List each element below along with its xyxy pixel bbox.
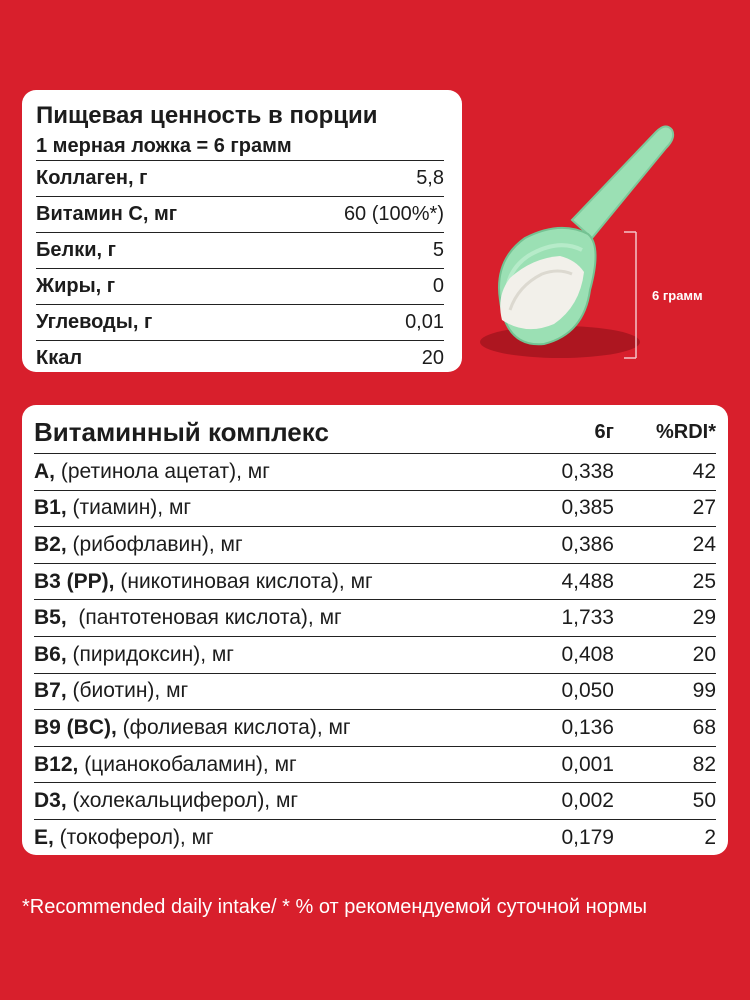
vitamin-name — [34, 496, 524, 520]
vitamin-row — [34, 819, 716, 856]
vitamin-rdi: 29 — [692, 606, 716, 630]
vitamin-rdi: 25 — [692, 569, 716, 593]
vitamin-name — [34, 533, 524, 557]
vitamin-rdi: 68 — [692, 715, 716, 739]
vitamin-rdi: 24 — [692, 532, 716, 556]
vitamin-desc: (ретинола ацетат), мг — [55, 459, 270, 483]
vitamin-code: B6, — [34, 642, 67, 666]
nutrition-title: Пищевая ценность в порции — [36, 102, 378, 129]
vitamin-grams: 0,002 — [561, 789, 614, 813]
nutrition-label: Белки, г — [36, 239, 116, 261]
vitamin-code: B5, — [34, 606, 67, 630]
vitamin-code: B1, — [34, 496, 67, 520]
vitamin-rdi: 82 — [692, 752, 716, 776]
vitamin-name — [34, 716, 524, 740]
vitamin-desc: (токоферол), мг — [53, 825, 214, 849]
vitamin-grams: 0,386 — [561, 532, 614, 556]
vitamin-title: Витаминный комплекс — [34, 416, 329, 447]
nutrition-label: Углеводы, г — [36, 311, 153, 333]
nutrition-value: 20 — [421, 347, 444, 369]
vitamin-grams: 0,001 — [561, 752, 614, 776]
vitamin-name — [34, 460, 524, 484]
vitamin-grams: 0,179 — [561, 825, 614, 849]
vitamin-table — [34, 453, 716, 856]
vitamin-grams: 1,733 — [561, 606, 614, 630]
vitamin-row — [34, 746, 716, 783]
vitamin-rdi: 99 — [692, 679, 716, 703]
vitamin-header — [34, 415, 716, 449]
vitamin-rdi: 2 — [704, 825, 716, 849]
nutrition-value: 5 — [432, 239, 444, 261]
nutrition-subtitle: 1 мерная ложка = 6 грамм — [36, 135, 292, 157]
nutrition-row — [36, 160, 444, 196]
vitamin-desc: (никотиновая кислота), мг — [114, 569, 373, 593]
vitamin-desc: (цианокобаламин), мг — [78, 752, 297, 776]
vitamin-row — [34, 599, 716, 636]
column-header-grams: 6г — [594, 420, 614, 443]
nutrition-value: 0,01 — [405, 311, 444, 333]
vitamin-name — [34, 570, 524, 594]
nutrition-label: Ккал — [36, 347, 83, 369]
vitamin-rdi: 20 — [692, 642, 716, 666]
vitamin-grams: 0,408 — [561, 642, 614, 666]
vitamin-name — [34, 679, 524, 703]
footnote: *Recommended daily intake/ * % от рекомендуемой суточной нормы — [22, 896, 647, 918]
nutrition-label: Коллаген, г — [36, 167, 148, 189]
vitamin-code: B3 (PP), — [34, 569, 115, 593]
scoop-grams-label: 6 грамм — [652, 288, 703, 303]
vitamin-row — [34, 453, 716, 490]
vitamin-code: A, — [34, 459, 55, 483]
vitamin-grams: 0,050 — [561, 679, 614, 703]
vitamin-grams: 0,136 — [561, 715, 614, 739]
vitamin-code: B12, — [34, 752, 79, 776]
vitamin-grams: 4,488 — [561, 569, 614, 593]
vitamin-row — [34, 673, 716, 710]
vitamin-desc: (холекальциферол), мг — [66, 789, 299, 813]
vitamin-desc: (тиамин), мг — [66, 496, 192, 520]
vitamin-desc: (биотин), мг — [66, 679, 189, 703]
vitamin-row — [34, 490, 716, 527]
nutrition-row — [36, 304, 444, 340]
vitamin-code: B7, — [34, 679, 67, 703]
vitamin-grams: 0,385 — [561, 496, 614, 520]
nutrition-row — [36, 268, 444, 304]
vitamin-card — [22, 405, 728, 855]
nutrition-row — [36, 340, 444, 376]
nutrition-table — [36, 160, 444, 376]
nutrition-row — [36, 232, 444, 268]
vitamin-name — [34, 606, 524, 630]
vitamin-code: B9 (BC), — [34, 715, 117, 739]
nutrition-label: Жиры, г — [36, 275, 116, 297]
vitamin-desc: (пиридоксин), мг — [66, 642, 234, 666]
nutrition-value: 60 (100%*) — [343, 203, 444, 225]
vitamin-rdi: 50 — [692, 789, 716, 813]
vitamin-desc: (рибофлавин), мг — [66, 532, 243, 556]
vitamin-grams: 0,338 — [561, 459, 614, 483]
vitamin-row — [34, 782, 716, 819]
nutrition-label: Витамин С, мг — [36, 203, 178, 225]
vitamin-desc: (пантотеновая кислота), мг — [66, 606, 342, 630]
vitamin-name — [34, 643, 524, 667]
vitamin-row — [34, 709, 716, 746]
nutrition-value: 0 — [432, 275, 444, 297]
vitamin-name — [34, 826, 524, 850]
nutrition-value: 5,8 — [416, 167, 444, 189]
vitamin-code: B2, — [34, 532, 67, 556]
vitamin-desc: (фолиевая кислота), мг — [116, 715, 351, 739]
column-header-rdi: %RDI* — [655, 420, 716, 443]
vitamin-rdi: 42 — [692, 459, 716, 483]
measuring-scoop-icon — [480, 110, 740, 370]
nutrition-row — [36, 196, 444, 232]
vitamin-row — [34, 526, 716, 563]
nutrition-card — [22, 90, 462, 372]
vitamin-row — [34, 563, 716, 600]
vitamin-code: E, — [34, 825, 54, 849]
vitamin-name — [34, 753, 524, 777]
vitamin-row — [34, 636, 716, 673]
vitamin-code: D3, — [34, 789, 67, 813]
vitamin-rdi: 27 — [692, 496, 716, 520]
vitamin-name — [34, 789, 524, 813]
